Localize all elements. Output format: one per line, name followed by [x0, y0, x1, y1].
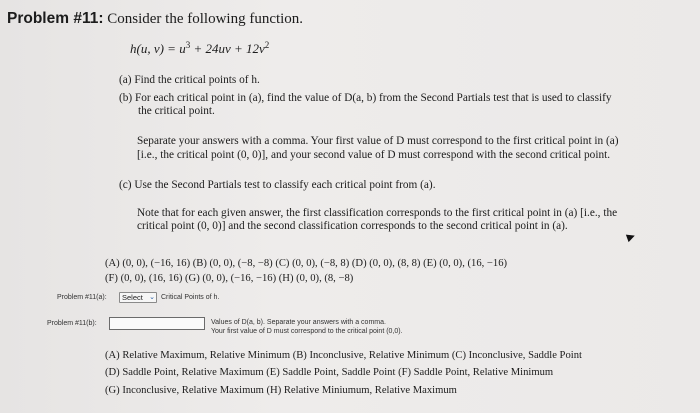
- part-b-line-2: the critical point.: [138, 105, 215, 117]
- critical-points-select[interactable]: [119, 292, 157, 303]
- part-b-line-1: (b) For each critical point in (a), find the value of D(a, b) from the Second Partials test that is used to classify: [119, 92, 612, 104]
- d-values-input[interactable]: [109, 317, 205, 330]
- part-a-choices-line-2: (F) (0, 0), (16, 16) (G) (0, 0), (−16, −16) (H) (0, 0), (8, −8): [105, 273, 354, 284]
- answer-b-hint-2: Your first value of D must correspond to the critical point (0,0).: [211, 328, 403, 335]
- formula-exponent-1: 3: [185, 40, 191, 50]
- formula-exponent-2: 2: [264, 40, 270, 50]
- answer-b-label: Problem #11(b):: [47, 320, 97, 327]
- part-a-text: (a) Find the critical points of h.: [119, 74, 260, 86]
- part-b-note-1: Separate your answers with a comma. Your first value of D must correspond to the first critical point in (a): [137, 135, 619, 147]
- part-c-text: (c) Use the Second Partials test to classify each critical point from (a).: [119, 179, 436, 191]
- part-c-choices-line-1: (A) Relative Maximum, Relative Minimum (B) Inconclusive, Relative Minimum (C) Inconclusive, Saddle Point: [105, 350, 582, 361]
- part-c-choices-line-2: (D) Saddle Point, Relative Maximum (E) Saddle Point, Saddle Point (F) Saddle Point, Relative Minimum: [105, 367, 554, 378]
- answer-a-hint: Critical Points of h.: [161, 294, 220, 301]
- select-value: Select: [122, 293, 143, 302]
- part-a-choices-line-1: (A) (0, 0), (−16, 16) (B) (0, 0), (−8, −8) (C) (0, 0), (−8, 8) (D) (0, 0), (8, 8) (E) (0, 0), (16, −16): [105, 258, 508, 269]
- function-formula: [130, 40, 269, 57]
- part-b-note-2: [i.e., the critical point (0, 0)], and your second value of D must correspond with the second critical point.: [137, 149, 611, 161]
- mouse-cursor-icon: [626, 232, 636, 242]
- formula-middle: + 24uv + 12v: [190, 41, 265, 56]
- chevron-down-icon: ⌄: [149, 294, 155, 301]
- part-c-choices-line-3: (G) Inconclusive, Relative Maximum (H) Relative Miniumum, Relative Maximum: [105, 385, 457, 396]
- problem-heading: [7, 10, 303, 28]
- part-c-note-2: critical point (0, 0)] and the second classification corresponds to the second critical point in (a).: [137, 220, 568, 232]
- formula-lhs: h(u, v) = u: [130, 41, 186, 56]
- part-c-note-1: Note that for each given answer, the first classification corresponds to the first critical point in (a) [i.e., the: [137, 207, 618, 219]
- problem-intro: Consider the following function.: [107, 11, 304, 27]
- problem-title: Problem #11:: [7, 10, 104, 27]
- answer-b-hint-1: Values of D(a, b). Separate your answers with a comma.: [211, 319, 386, 326]
- answer-a-label: Problem #11(a):: [57, 294, 107, 301]
